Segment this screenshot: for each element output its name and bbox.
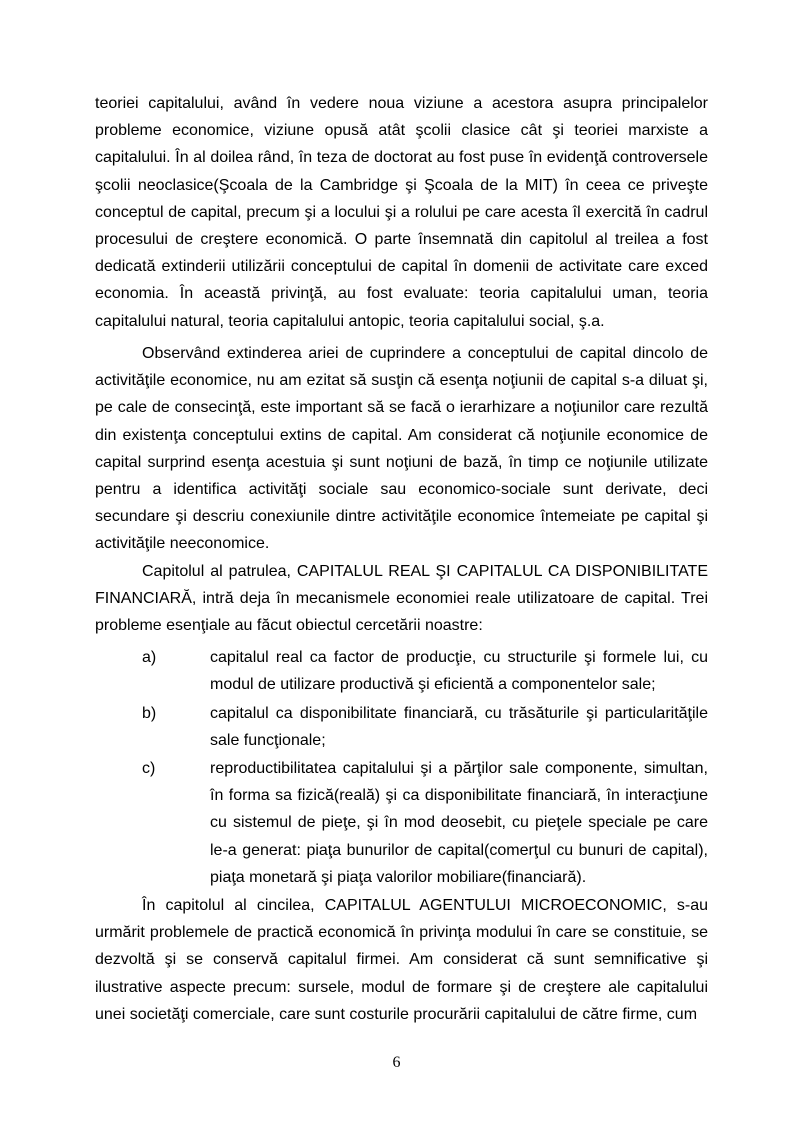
paragraph-3: Capitolul al patrulea, CAPITALUL REAL ŞI CAPITALUL CA DISPONIBILITATE FINANCIARĂ, intră deja în mecanismele economiei reale utilizatoare de capital. Trei probleme esenţiale au făcut obiectul cercetării noastre: xyxy=(95,563,708,635)
list-label: c) xyxy=(142,760,156,777)
paragraph-4: În capitolul al cincilea, CAPITALUL AGENTULUI MICROECONOMIC, s-au urmărit problemele de practică economică în privinţa modului în care se constituie, se dezvoltă şi se conservă capitalul firmei. Am considerat că sunt semnificative şi ilustrative aspecte precum: sursele, modul de formare şi de creştere ale capitalului unei societăţi comerciale, care sunt costurile procurării capitalului de către firme, cum xyxy=(95,897,708,1023)
list-text: capitalul real ca factor de producţie, cu structurile şi formele lui, cu modul de utilizare productivă şi eficientă a componentelor sale; xyxy=(210,649,708,694)
page-number: 6 xyxy=(392,1054,401,1071)
list-text: reproductibilitatea capitalului şi a părţilor sale componente, simultan, în forma sa fizică(reală) şi ca disponibilitate financiară, în interacţiune cu sistemul de pieţe, şi în mod deosebit, cu pieţele speciale pe care le-a generat: piaţa bunurilor de capital(comerţul cu bunuri de capital), piaţa monetară şi piaţa valorilor mobiliare(financiară). xyxy=(210,760,708,886)
list-text: capitalul ca disponibilitate financiară, cu trăsăturile şi particularităţile sale funcţionale; xyxy=(210,705,708,750)
list-label: b) xyxy=(142,705,157,722)
paragraph-1: teoriei capitalului, având în vedere noua viziune a acestora asupra principalelor probleme economice, viziune opusă atât şcolii clasice cât şi teoriei marxiste a capitalului. În al doilea rând, în teza de doctorat au fost puse în evidenţă controversele şcolii neoclasice(Şcoala de la Cambridge şi Şcoala de la MIT) în ceea ce priveşte conceptul de capital, precum şi a locului şi a rolului pe care acesta îl exercită în cadrul procesului de creştere economică. O parte însemnată din capitolul al treilea a fost dedicată extinderii utilizării conceptului de capital în domenii de activitate care exced economia. În această privinţă, au fost evaluate: teoria capitalului uman, teoria capitalului natural, teoria capitalului antopic, teoria capitalului social, ş.a. xyxy=(95,95,708,330)
list-label: a) xyxy=(142,649,157,666)
paragraph-2: Observând extinderea ariei de cuprindere a conceptului de capital dincolo de activităţile economice, nu am ezitat să susţin că esenţa noţiunii de capital s-a diluat şi, pe cale de consecinţă, este important să se facă o ierarhizare a noţiunilor care rezultă din existenţa conceptului extins de capital. Am considerat că noţiunile economice de capital surprind esenţa acestuia şi sunt noţiuni de bază, în timp ce noţiunile utilizate pentru a identifica activităţi sociale sau economico-sociale sunt derivate, deci secundare şi descriu conexiunile dintre activităţile economice întemeiate pe capital şi activităţile neeconomice. xyxy=(95,345,708,553)
